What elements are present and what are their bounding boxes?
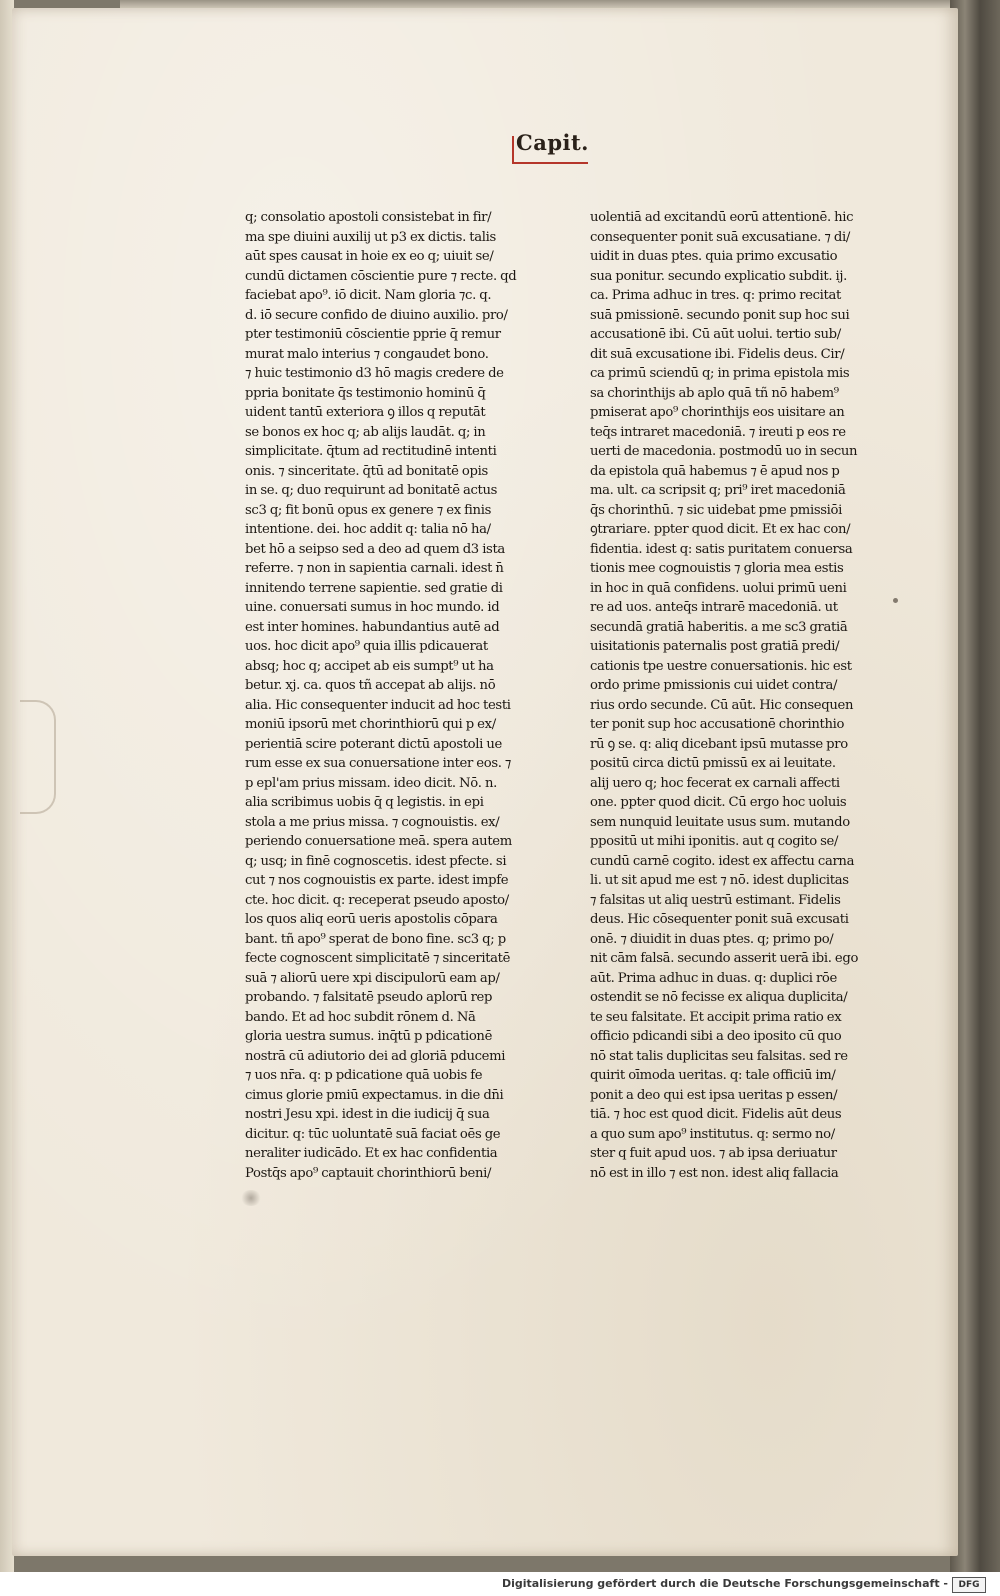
text-line: tiā. ⁊ hoc est quod dicit. Fidelis aūt deus — [590, 1107, 842, 1122]
text-line: deus. Hic cōsequenter ponit suā excusati — [590, 912, 849, 927]
text-line: uine. conuersati sumus in hoc mundo. id — [245, 600, 500, 615]
text-line: ponit a deo qui est ipsa ueritas p essen/ — [590, 1087, 838, 1103]
text-line: in se. q; duo requirunt ad bonitatē actus — [245, 483, 498, 498]
text-line: uisitationis paternalis post gratiā predi/ — [590, 639, 840, 654]
text-line: q; usq; in finē cognoscetis. idest pfecte. si — [245, 853, 507, 869]
text-line: rum esse ex sua conuersatione inter eos. ⁊ — [245, 756, 512, 771]
text-line: onis. ⁊ sinceritate. q̄tū ad bonitatē opis — [245, 463, 488, 479]
text-line: ⁊ uos nr̄a. q: p pdicatione quā uobis fe — [245, 1068, 483, 1083]
text-line: referre. ⁊ non in sapientia carnali. idest n̄ — [245, 561, 504, 576]
text-line: uolentiā ad excitandū eorū attentionē. hic — [590, 210, 854, 225]
text-line: ⁊ falsitas ut aliq uestrū estimant. Fidelis — [590, 892, 841, 908]
text-line: a quo sum apo⁹ institutus. q: sermo no/ — [590, 1126, 835, 1142]
text-line: cut ⁊ nos cognouistis ex parte. idest impfe — [245, 873, 509, 888]
text-line: fecte cognoscent simplicitatē ⁊ sinceritatē — [245, 951, 511, 966]
text-line: p epl'am prius missam. ideo dicit. Nō. n. — [245, 775, 497, 791]
text-line: Postq̄s apo⁹ captauit chorinthiorū beni/ — [245, 1165, 492, 1181]
footer-bar — [0, 1572, 1000, 1596]
text-line: cationis tpe uestre conuersationis. hic est — [590, 658, 852, 674]
text-line: murat malo interius ⁊ congaudet bono. — [245, 346, 489, 362]
text-line: te seu falsitate. Et accipit prima ratio ex — [590, 1009, 842, 1025]
text-line: quirit oīmoda ueritas. q: tale officiū im/ — [590, 1068, 836, 1083]
text-line: ppria bonitate q̄s testimonio hominū q̄ — [245, 385, 486, 401]
text-line: tionis mee cognouistis ⁊ gloria mea estis — [590, 561, 844, 576]
text-line: simplicitate. q̄tum ad rectitudinē intenti — [245, 444, 497, 459]
text-line: nit cām falsā. secundo asserit uerā ibi. ego — [590, 951, 859, 966]
text-line: nostri Jesu xpi. idest in die iudicij q̄ sua — [245, 1107, 490, 1122]
text-line: q; consolatio apostoli consistebat in fir/ — [245, 210, 492, 225]
text-line: perientiā scire poterant dictū apostoli ue — [245, 736, 502, 752]
text-line: li. ut sit apud me est ⁊ nō. idest duplicitas — [590, 873, 849, 888]
text-line: bando. Et ad hoc subdit rōnem d. Nā — [245, 1009, 476, 1025]
text-line: aūt. Prima adhuc in duas. q: duplici rōe — [590, 970, 837, 986]
text-line: ppositū ut mihi iponitis. aut q cogito se/ — [590, 834, 839, 849]
text-line: se bonos ex hoc q; ab alijs laudāt. q; in — [245, 424, 486, 440]
text-line: teq̄s intraret macedoniā. ⁊ ireuti p eos re — [590, 424, 846, 440]
text-line: ca primū sciendū q; in prima epistola mis — [590, 366, 850, 381]
text-line: suā pmissionē. secundo ponit sup hoc sui — [590, 307, 850, 323]
text-line: ca. Prima adhuc in tres. q: primo recitat — [590, 288, 841, 303]
text-line: sa chorinthijs ab aplo quā tñ nō habem⁹ — [590, 385, 839, 401]
header-text: Capit. — [516, 130, 589, 155]
text-line: nō est in illo ⁊ est non. idest aliq fallacia — [590, 1165, 839, 1181]
text-line: bant. tñ apo⁹ sperat de bono fine. sc3 q; p — [245, 931, 506, 947]
text-line: in hoc in quā confidens. uolui primū ueni — [590, 580, 847, 596]
text-line: rū ꝯ se. q: aliq dicebant ipsū mutasse pro — [590, 736, 848, 752]
text-line: alia scribimus uobis q̄ q legistis. in epi — [245, 795, 484, 810]
text-line: pmiserat apo⁹ chorinthijs eos uisitare an — [590, 405, 845, 420]
text-line: positū circa dictū pmissū ex ai leuitate. — [590, 756, 836, 771]
text-line: da epistola quā habemus ⁊ ē apud nos p — [590, 463, 840, 479]
text-line: pter testimoniū cōscientie pprie q̄ remur — [245, 327, 501, 342]
text-line: moniū ipsorū met chorinthiorū qui p ex/ — [245, 717, 496, 732]
text-line: absq; hoc q; accipet ab eis sumpt⁹ ut ha — [245, 658, 494, 674]
text-line: sem nunquid leuitate usus sum. mutando — [590, 814, 850, 830]
text-line: alij uero q; hoc fecerat ex carnali affecti — [590, 775, 840, 791]
text-line: intentione. dei. hoc addit q: talia nō ha/ — [245, 522, 491, 537]
text-line: ster q fuit apud uos. ⁊ ab ipsa deriuatur — [590, 1146, 837, 1161]
text-line: secundā gratiā haberitis. a me sc3 gratiā — [590, 619, 848, 635]
text-line: rius ordo secunde. Cū aūt. Hic consequen — [590, 697, 854, 713]
text-line: one. ppter quod dicit. Cū ergo hoc uoluis — [590, 795, 847, 810]
text-line: cundū dictamen cōscientie pure ⁊ recte. qd — [245, 268, 517, 284]
text-line: ma spe diuini auxilij ut p3 ex dictis. talis — [245, 229, 496, 245]
text-line: ostendit se nō fecisse ex aliqua duplicita/ — [590, 990, 848, 1005]
text-line: periendo conuersatione meā. spera autem — [245, 834, 512, 849]
ink-smudge — [240, 1190, 262, 1206]
text-line: consequenter ponit suā excusatiane. ⁊ di/ — [590, 229, 850, 245]
text-line: re ad uos. anteq̄s intrarē macedoniā. ut — [590, 600, 838, 615]
clip-impression — [20, 700, 56, 814]
text-line: aūt spes causat in hoie ex eo q; uiuit se/ — [245, 249, 494, 264]
text-line: gloria uestra sumus. inq̄tū p pdicationē — [245, 1029, 493, 1044]
text-line: betur. xj. ca. quos tñ accepat ab alijs. nō — [245, 678, 496, 693]
text-line: officio pdicandi sibi a deo iposito cū quo — [590, 1029, 842, 1044]
text-line: uos. hoc dicit apo⁹ quia illis pdicauerat — [245, 639, 488, 654]
text-line: neraliter iudicādo. Et ex hac confidentia — [245, 1146, 498, 1161]
text-line: cundū carnē cogito. idest ex affectu carna — [590, 853, 855, 869]
text-line: d. iō secure confido de diuino auxilio. pro/ — [245, 307, 508, 323]
text-line: nostrā cū adiutorio dei ad gloriā pducemi — [245, 1048, 506, 1064]
text-line: ma. ult. ca scripsit q; pri⁹ iret macedoniā — [590, 483, 846, 498]
text-line: ter ponit sup hoc accusationē chorinthio — [590, 717, 845, 732]
ink-dot — [893, 598, 898, 603]
text-line: sc3 q; fit bonū opus ex genere ⁊ ex finis — [245, 502, 491, 518]
text-line: ordo prime pmissionis cui uidet contra/ — [590, 678, 838, 693]
text-line: uident tantū exteriora ꝯ illos q reputāt — [245, 405, 486, 420]
text-line: nō stat talis duplicitas seu falsitas. sed re — [590, 1048, 848, 1064]
left-text-column — [245, 208, 527, 1183]
text-line: cimus glorie pmiū expectamus. in die dn̄i — [245, 1087, 504, 1103]
text-line: onē. ⁊ diuidit in duas ptes. q; primo po/ — [590, 931, 834, 947]
text-line: suā ⁊ aliorū uere xpi discipulorū eam ap/ — [245, 970, 500, 986]
text-line: probando. ⁊ falsitatē pseudo aplorū rep — [245, 990, 493, 1005]
footer-credit: Digitalisierung gefördert durch die Deutsche Forschungsgemeinschaft - — [501, 1577, 948, 1590]
text-line: los quos aliq eorū ueris apostolis cōpara — [245, 912, 498, 927]
dfg-logo: DFG — [952, 1577, 986, 1593]
text-line: uidit in duas ptes. quia primo excusatio — [590, 249, 838, 264]
text-line: sua ponitur. secundo explicatio subdit. ij. — [590, 268, 847, 284]
text-line: innitendo terrene sapientie. sed gratie di — [245, 580, 503, 596]
text-line: q̄s chorinthū. ⁊ sic uidebat pme pmissiōi — [590, 502, 842, 518]
text-line: uerti de macedonia. postmodū uo in secun — [590, 444, 858, 459]
text-line: ꝯtrariare. ppter quod dicit. Et ex hac con/ — [590, 522, 851, 537]
text-line: alia. Hic consequenter inducit ad hoc testi — [245, 697, 511, 713]
rubric-mark — [512, 136, 514, 162]
text-line: ⁊ huic testimonio d3 hō magis credere de — [245, 366, 504, 381]
text-line: cte. hoc dicit. q: receperat pseudo aposto/ — [245, 892, 509, 908]
right-text-column — [590, 208, 872, 1183]
text-line: est inter homines. habundantius autē ad — [245, 619, 500, 635]
running-header — [516, 130, 626, 166]
text-line: stola a me prius missa. ⁊ cognouistis. ex/ — [245, 814, 500, 830]
text-line: dit suā excusatione ibi. Fidelis deus. Cir/ — [590, 346, 845, 362]
text-line: dicitur. q: tūc uoluntatē suā faciat oēs ge — [245, 1126, 501, 1142]
text-line: fidentia. idest q: satis puritatem conuersa — [590, 541, 853, 557]
text-line: bet hō a seipso sed a deo ad quem d3 ista — [245, 541, 505, 557]
text-line: accusationē ibi. Cū aūt uolui. tertio sub/ — [590, 327, 841, 342]
text-line: faciebat apo⁹. iō dicit. Nam gloria ⁊c. q. — [245, 288, 492, 303]
rubric-underline — [512, 162, 588, 164]
